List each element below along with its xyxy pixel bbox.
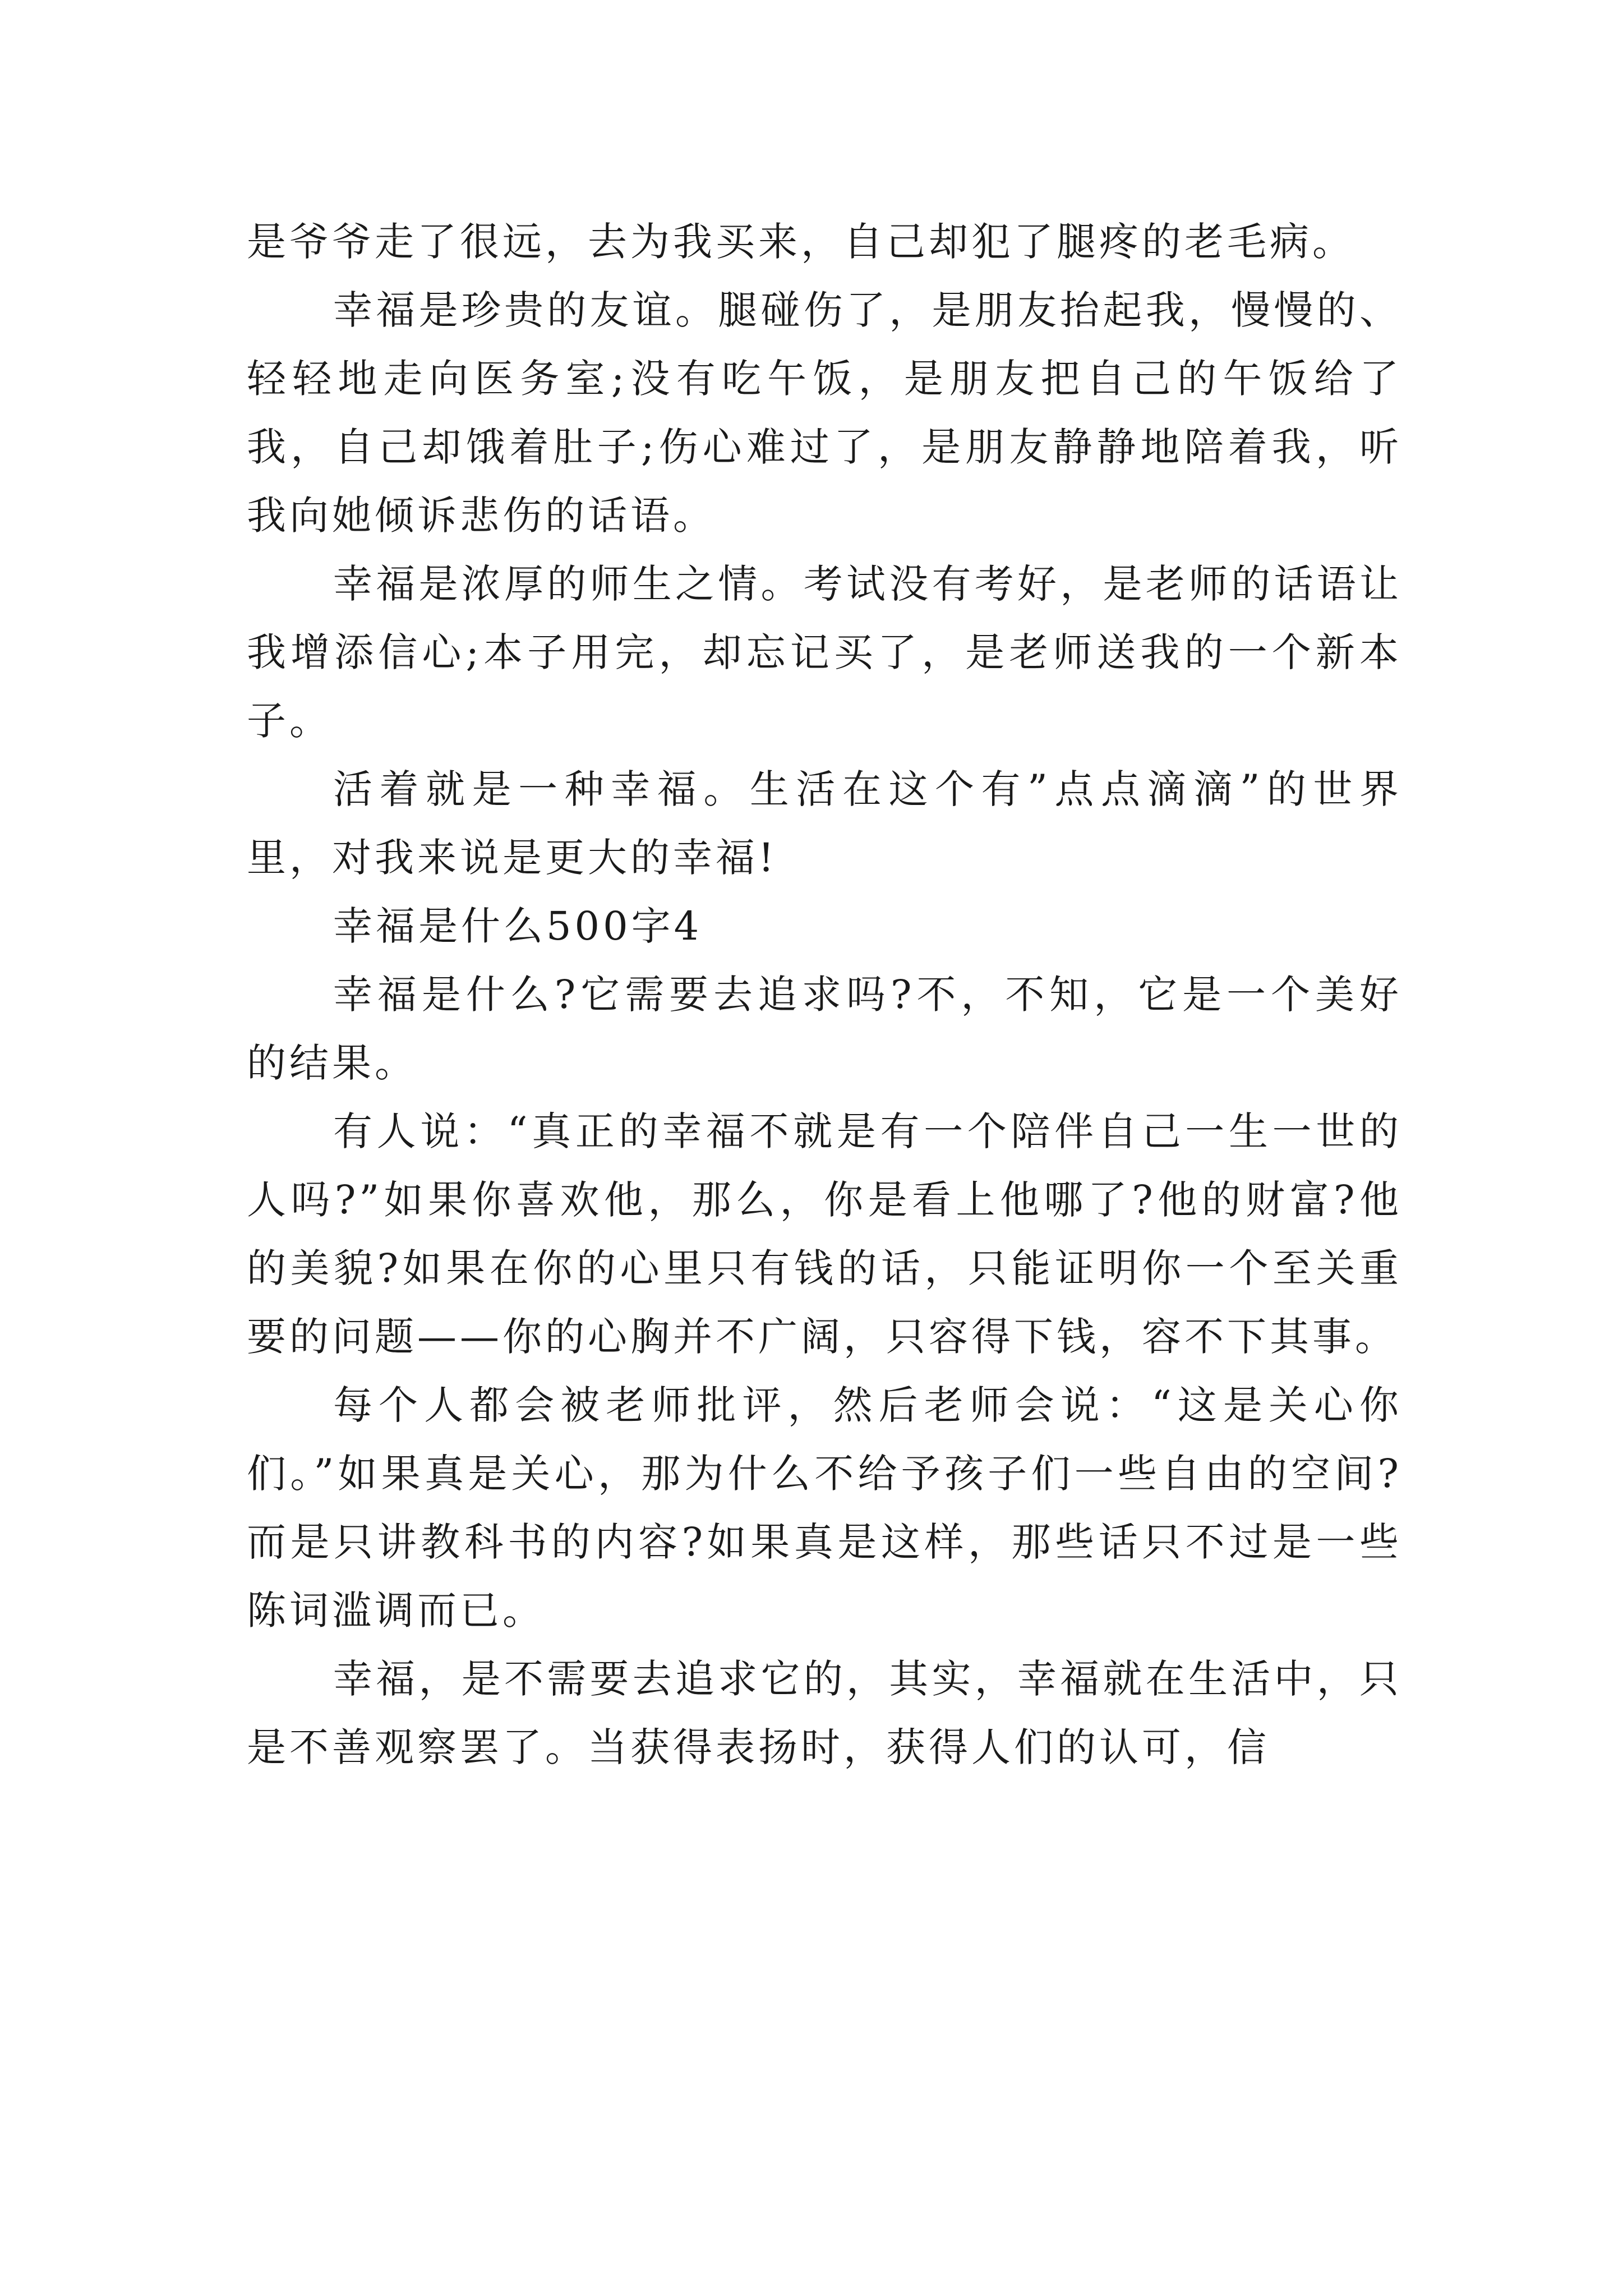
paragraph: 幸福，是不需要去追求它的，其实，幸福就在生活中，只是不善观察罢了。当获得表扬时，获得人们的认可，信 bbox=[247, 1656, 1402, 1770]
paragraph: 是爷爷走了很远，去为我买来，自己却犯了腿疼的老毛病。 bbox=[247, 219, 1355, 265]
paragraph: 幸福是珍贵的友谊。腿碰伤了，是朋友抬起我，慢慢的、轻轻地走向医务室;没有吃午饭，是朋友把自己的午饭给了我，自己却饿着肚子;伤心难过了，是朋友静静地陪着我，听我向她倾诉悲伤的话语。 bbox=[247, 287, 1402, 539]
document-body bbox=[247, 208, 1402, 1782]
paragraph: 活着就是一种幸福。生活在这个有”点点滴滴”的世界里，对我来说是更大的幸福! bbox=[247, 766, 1402, 881]
section-heading: 幸福是什么500字4 bbox=[333, 903, 703, 949]
paragraph: 幸福是什么?它需要去追求吗?不，不知，它是一个美好的结果。 bbox=[247, 972, 1402, 1086]
paragraph: 有人说：“真正的幸福不就是有一个陪伴自己一生一世的人吗?”如果你喜欢他，那么，你是看上他哪了?他的财富?他的美貌?如果在你的心里只有钱的话，只能证明你一个至关重要的问题——你的心胸并不广阔，只容得下钱，容不下其事。 bbox=[247, 1108, 1402, 1360]
paragraph: 幸福是浓厚的师生之情。考试没有考好，是老师的话语让我增添信心;本子用完，却忘记买了，是老师送我的一个新本子。 bbox=[247, 561, 1402, 744]
paragraph: 每个人都会被老师批评，然后老师会说：“这是关心你们。”如果真是关心，那为什么不给予孩子们一些自由的空间?而是只讲教科书的内容?如果真是这样，那些话只不过是一些陈词滥调而已。 bbox=[247, 1382, 1402, 1634]
